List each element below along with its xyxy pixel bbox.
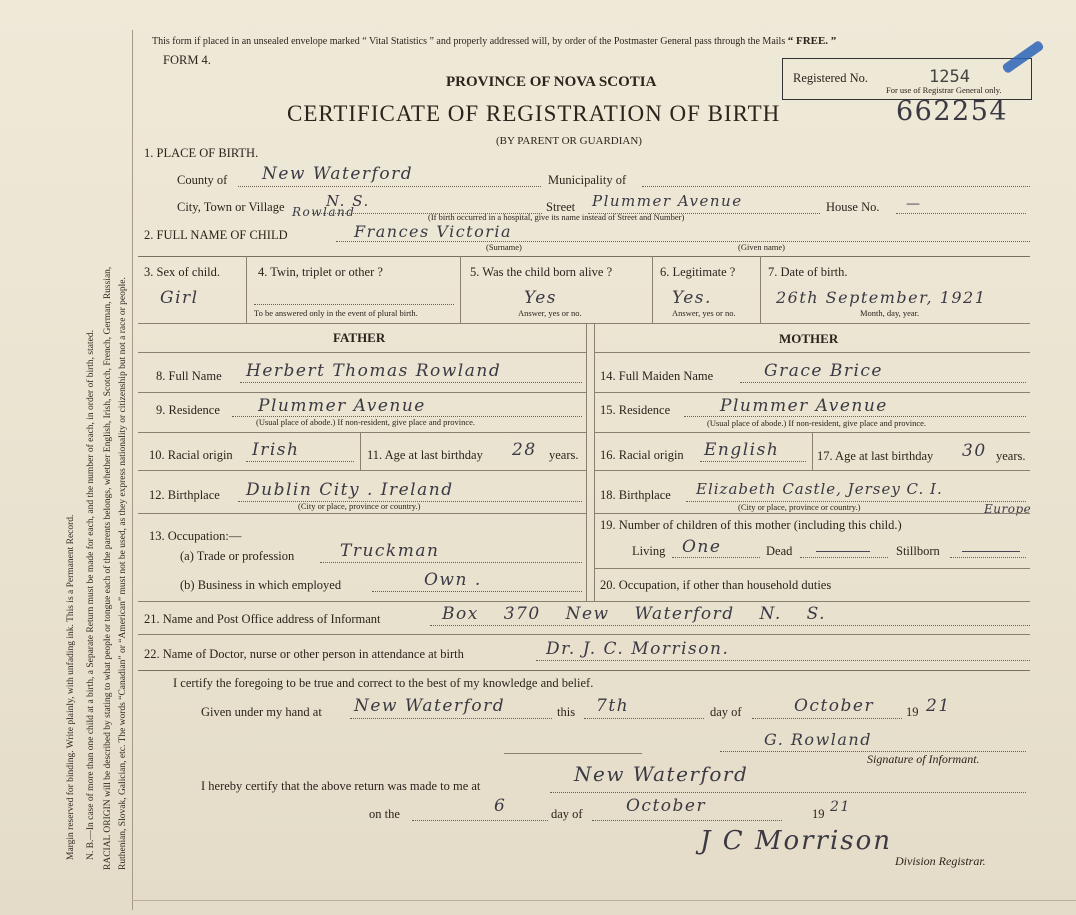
postal-free-label: “ FREE. ” (787, 35, 837, 47)
margin-note-2: N. B.—In case of more than one child at a birth, a Separate Return must be made for each, and the number of each, in order of birth, stated. (86, 330, 96, 860)
mother-birthplace-value-2: Europe (984, 502, 1032, 516)
margin-note-3: RACIAL ORIGIN will be described by stating to what people or tongue each of the parents belongs, whether English, Irish, Scotch, French, German, Russian, (103, 266, 113, 870)
province-heading: PROVINCE OF NOVA SCOTIA (446, 74, 657, 90)
business-value: Own . (424, 570, 482, 590)
day-of-label: day of (710, 705, 742, 719)
living-label: Living (632, 544, 666, 558)
mother-name-label: 14. Full Maiden Name (600, 369, 714, 383)
father-name-value: Herbert Thomas Rowland (246, 361, 502, 381)
alive-label: 5. Was the child born alive ? (470, 265, 613, 279)
date-note: Month, day, year. (860, 308, 920, 318)
page-title: CERTIFICATE OF REGISTRATION OF BIRTH (287, 101, 781, 126)
form-number: FORM 4. (163, 53, 211, 67)
father-birthplace-value: Dublin City . Ireland (246, 480, 454, 500)
father-heading: FATHER (333, 330, 386, 345)
child-surname: Rowland (292, 205, 356, 219)
legitimate-value: Yes. (672, 288, 712, 308)
city-label: City, Town or Village (177, 200, 285, 214)
surname-caption: (Surname) (486, 242, 522, 252)
trade-label: (a) Trade or profession (180, 549, 295, 563)
trade-value: Truckman (340, 541, 440, 561)
house-value: — (906, 196, 922, 212)
registrar-day-value: 6 (494, 796, 507, 816)
father-age-unit: years. (549, 448, 579, 462)
informant-signature: G. Rowland (764, 730, 872, 749)
twin-note: To be answered only in the event of plural birth. (254, 308, 418, 318)
house-label: House No. (826, 200, 880, 214)
mother-name-value: Grace Brice (764, 361, 883, 381)
margin-note-1: Margin reserved for binding. Write plainly, with unfading ink. This is a Permanent Record. (66, 514, 76, 860)
page-subtitle: (BY PARENT OR GUARDIAN) (496, 135, 642, 147)
handwritten-registration-number: 662254 (896, 96, 1009, 127)
mother-residence-value: Plummer Avenue (720, 396, 888, 416)
registrar-caption: Division Registrar. (895, 854, 986, 868)
street-label: Street (546, 200, 576, 214)
informant-label: 21. Name and Post Office address of Informant (144, 612, 381, 626)
registrar-place-value: New Waterford (574, 762, 749, 786)
child-given-name: Frances Victoria (354, 222, 513, 241)
doctor-value: Dr. J. C. Morrison. (546, 639, 730, 659)
informant-signature-caption: Signature of Informant. (867, 752, 980, 766)
doctor-label: 22. Name of Doctor, nurse or other person in attendance at birth (144, 647, 464, 661)
registrar-day-of-label: day of (551, 807, 583, 821)
municipality-label: Municipality of (548, 173, 627, 187)
father-occupation-label: 13. Occupation:— (149, 529, 242, 543)
father-birthplace-note: (City or place, province or country.) (298, 501, 421, 511)
dead-label: Dead (766, 544, 793, 558)
father-race-value: Irish (252, 440, 300, 460)
father-name-label: 8. Full Name (156, 369, 222, 383)
registered-label: Registered No. (793, 71, 868, 85)
legitimate-label: 6. Legitimate ? (660, 265, 736, 279)
father-race-label: 10. Racial origin (149, 448, 233, 462)
legitimate-note: Answer, yes or no. (672, 308, 736, 318)
mother-birthplace-note: (City or place, province or country.) (738, 502, 861, 512)
this-label: this (557, 705, 576, 719)
county-label: County of (177, 173, 228, 187)
this-day-value: 7th (596, 696, 630, 716)
business-label: (b) Business in which employed (180, 578, 342, 592)
street-value: Plummer Avenue (592, 192, 743, 210)
mother-age-unit: years. (996, 449, 1026, 463)
given-name-caption: (Given name) (738, 242, 785, 252)
mother-heading: MOTHER (779, 331, 839, 346)
children-count-label: 19. Number of children of this mother (including this child.) (600, 518, 902, 532)
mother-occupation-label: 20. Occupation, if other than household duties (600, 578, 832, 592)
on-the-label: on the (369, 807, 400, 821)
hospital-note: (If birth occurred in a hospital, give its name instead of Street and Number) (428, 212, 685, 222)
registrar-signature: J C Morrison (700, 826, 893, 856)
given-place-value: New Waterford (354, 696, 506, 716)
mother-age-label: 17. Age at last birthday (817, 449, 934, 463)
registrar-year-prefix: 19 (812, 807, 825, 821)
father-residence-note: (Usual place of abode.) If non-resident, give place and province. (256, 417, 476, 427)
alive-note: Answer, yes or no. (518, 308, 582, 318)
mother-age-value: 30 (962, 441, 987, 461)
date-label: 7. Date of birth. (768, 265, 848, 279)
year-value: 21 (926, 696, 951, 716)
mother-residence-label: 15. Residence (600, 403, 671, 417)
stillborn-label: Stillborn (896, 544, 940, 558)
sex-label: 3. Sex of child. (144, 265, 221, 279)
mother-birthplace-value: Elizabeth Castle, Jersey C. I. (696, 480, 943, 498)
registrar-note: For use of Registrar General only. (886, 85, 1002, 95)
mother-birthplace-label: 18. Birthplace (600, 488, 671, 502)
binding-margin-rule (132, 30, 133, 910)
father-age-label: 11. Age at last birthday (367, 448, 483, 462)
date-value: 26th September, 1921 (776, 288, 987, 307)
alive-value: Yes (524, 288, 558, 308)
margin-note-4: Ruthenian, Slovak, Galician, etc. The words “Canadian” or “American” must not be used, as they express nationality or citizenship but not a race or people. (118, 277, 128, 870)
place-of-birth-heading: 1. PLACE OF BIRTH. (144, 146, 259, 160)
registrar-year-value: 21 (830, 799, 851, 815)
father-residence-value: Plummer Avenue (258, 396, 426, 416)
registrar-text: I hereby certify that the above return was made to me at (201, 779, 481, 793)
city-value: N. S. (326, 192, 370, 210)
year-prefix: 19 (906, 705, 919, 719)
mother-residence-note: (Usual place of abode.) If non-resident, give place and province. (707, 418, 927, 428)
month-value: October (794, 696, 875, 716)
sex-value: Girl (160, 288, 199, 308)
county-value: New Waterford (262, 164, 414, 184)
postal-notice-text: This form if placed in an unsealed envelope marked “ Vital Statistics ” and properly addressed will, by order of the Postmaster General pass through the Mails (152, 36, 786, 47)
certify-text: I certify the foregoing to be true and correct to the best of my knowledge and belief. (173, 676, 594, 690)
mother-race-label: 16. Racial origin (600, 448, 684, 462)
father-residence-label: 9. Residence (156, 403, 220, 417)
mother-race-value: English (704, 440, 780, 460)
father-age-value: 28 (512, 440, 537, 460)
living-value: One (682, 537, 722, 557)
registrar-box (782, 58, 1032, 100)
postal-notice (152, 35, 836, 47)
registered-value: 1254 (929, 67, 970, 87)
given-under-label: Given under my hand at (201, 705, 322, 719)
informant-value: Box 370 New Waterford N. S. (442, 604, 827, 624)
twin-label: 4. Twin, triplet or other ? (258, 265, 383, 279)
child-name-label: 2. FULL NAME OF CHILD (144, 228, 288, 242)
registrar-month-value: October (626, 796, 707, 816)
father-birthplace-label: 12. Birthplace (149, 488, 220, 502)
